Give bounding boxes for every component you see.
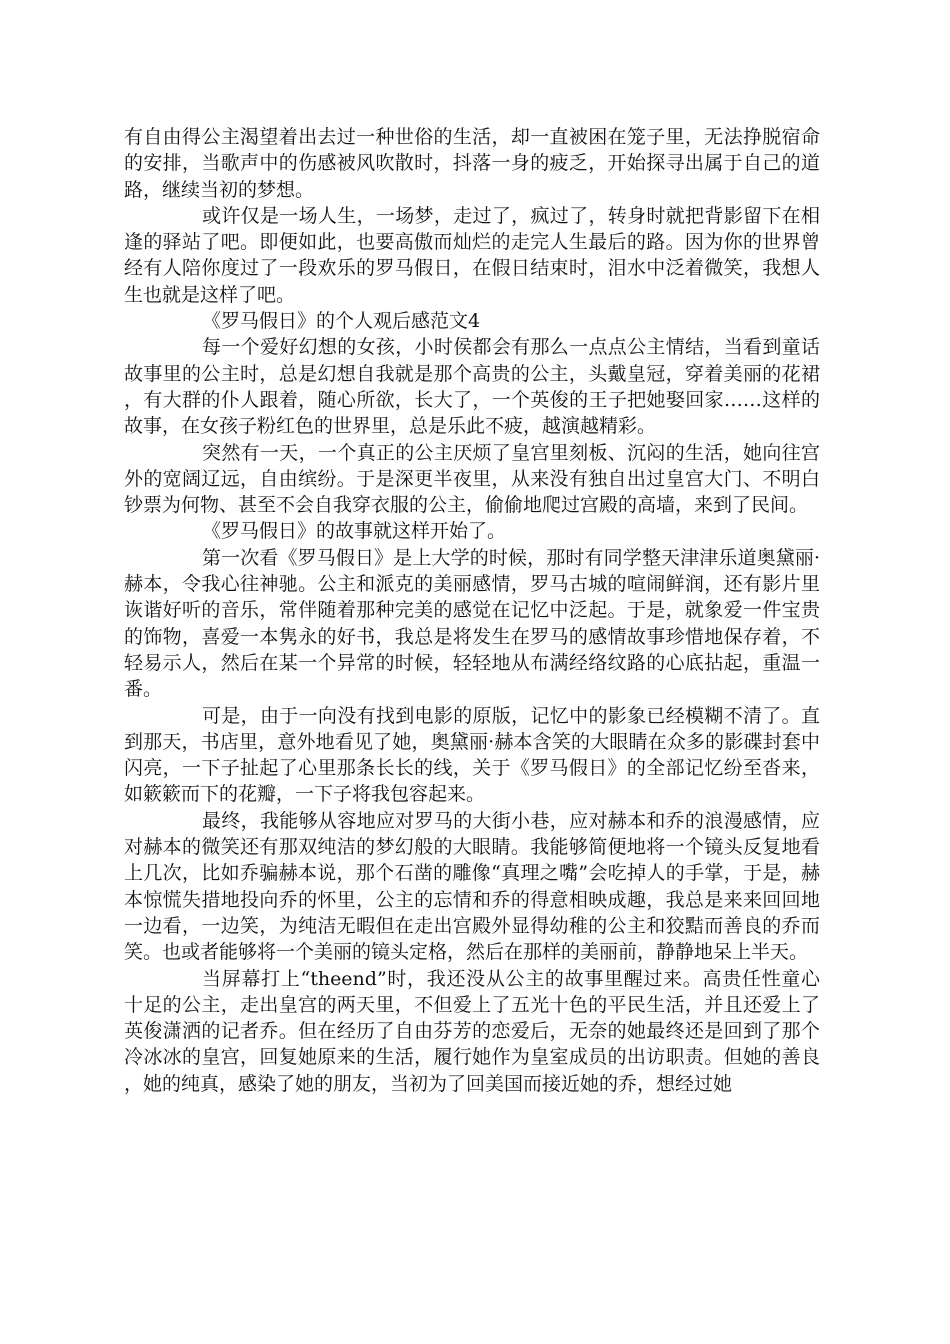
- paragraph: 或许仅是一场人生，一场梦，走过了，疯过了，转身时就把背影留下在相逢的驿站了吧。即便如此，也要高傲而灿烂的走完人生最后的路。因为你的世界曾经有人陪你度过了一段欢乐的罗马假日，在假日结束时，泪水中泛着微笑，我想人生也就是这样了吧。: [124, 204, 820, 306]
- paragraph: 可是，由于一向没有找到电影的原版，记忆中的影象已经模糊不清了。直到那天，书店里，意外地看见了她，奥黛丽·赫本含笑的大眼睛在众多的影碟封套中闪亮，一下子扯起了心里那条长长的线，关于《罗马假日》的全部记忆纷至沓来，如簌簌而下的花瓣，一下子将我包容起来。: [124, 704, 820, 806]
- document-body: [124, 124, 820, 1097]
- paragraph: 第一次看《罗马假日》是上大学的时候，那时有同学整天津津乐道奥黛丽·赫本，令我心往神驰。公主和派克的美丽感情，罗马古城的喧闹鲜润，还有影片里诙谐好听的音乐，常伴随着那种完美的感觉在记忆中泛起。于是，就象爱一件宝贵的饰物，喜爱一本隽永的好书，我总是将发生在罗马的感情故事珍惜地保存着，不轻易示人，然后在某一个异常的时候，轻轻地从布满经络纹路的心底拈起，重温一番。: [124, 546, 820, 701]
- section-heading: 《罗马假日》的个人观后感范文4: [202, 310, 481, 333]
- paragraph: 《罗马假日》的故事就这样开始了。: [202, 520, 507, 543]
- paragraph: 有自由得公主渴望着出去过一种世俗的生活，却一直被困在笼子里，无法挣脱宿命的安排，当歌声中的伤感被风吹散时，抖落一身的疲乏，开始探寻出属于自己的道路，继续当初的梦想。: [124, 126, 820, 201]
- paragraph: 突然有一天，一个真正的公主厌烦了皇宫里刻板、沉闷的生活，她向往宫外的宽阔辽远，自由缤纷。于是深更半夜里，从来没有独自出过皇宫大门、不明白钞票为何物、甚至不会自我穿衣服的公主，偷偷地爬过宫殿的高墙，来到了民间。: [124, 441, 820, 517]
- paragraph: 当屏幕打上“theend”时，我还没从公主的故事里醒过来。高贵任性童心十足的公主，走出皇宫的两天里，不但爱上了五光十色的平民生活，并且还爱上了英俊潇洒的记者乔。但在经历了自由芬芳的恋爱后，无奈的她最终还是回到了那个冷冰冰的皇宫，回复她原来的生活，履行她作为皇室成员的出访职责。但她的善良，她的纯真，感染了她的朋友，当初为了回美国而接近她的乔，想经过她: [124, 967, 820, 1095]
- paragraph: 最终，我能够从容地应对罗马的大街小巷，应对赫本和乔的浪漫感情，应对赫本的微笑还有那双纯洁的梦幻般的大眼睛。我能够简便地将一个镜头反复地看上几次，比如乔骗赫本说，那个石凿的雕像“真理之嘴”会吃掉人的手掌，于是，赫本惊慌失措地投向乔的怀里，公主的忘情和乔的得意相映成趣，我总是来来回回地一边看，一边笑，为纯洁无暇但在走出宫殿外显得幼稚的公主和狡黠而善良的乔而笑。也或者能够将一个美丽的镜头定格，然后在那样的美丽前，静静地呆上半天。: [124, 809, 820, 964]
- paragraph: 每一个爱好幻想的女孩，小时侯都会有那么一点点公主情结，当看到童话故事里的公主时，总是幻想自我就是那个高贵的公主，头戴皇冠，穿着美丽的花裙，有大群的仆人跟着，随心所欲，长大了，一个英俊的王子把她娶回家……这样的故事，在女孩子粉红色的世界里，总是乐此不疲，越演越精彩。: [124, 336, 820, 438]
